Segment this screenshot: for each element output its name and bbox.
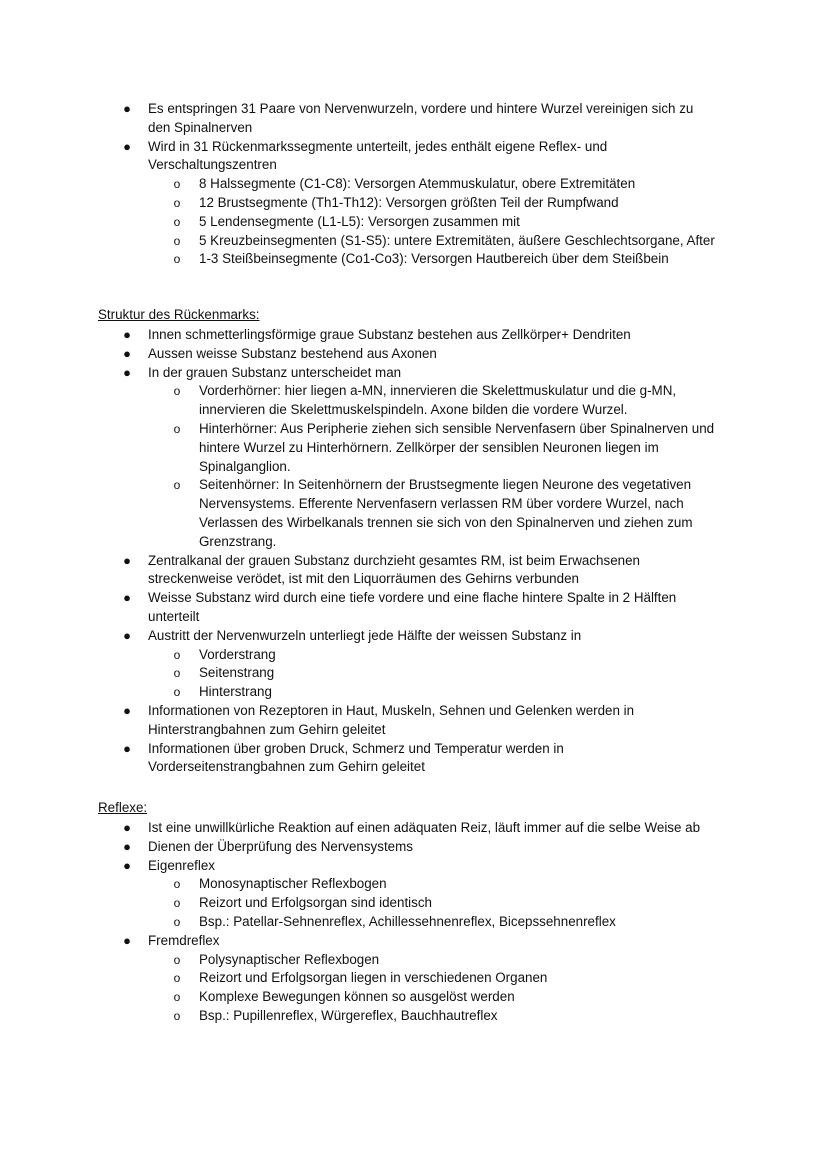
circle-bullet-icon: o [173,1008,181,1023]
sub-list [0,382,728,551]
circle-bullet-icon: o [173,685,181,700]
circle-bullet-icon: o [173,666,181,681]
sub-list-item-text: Reizort und Erfolgsorgan liegen in verschiedenen Organen [199,970,548,986]
list-item-text: Innen schmetterlingsförmige graue Substanz bestehen aus Zellkörper+ Dendriten [148,327,631,342]
list-item [0,326,728,345]
list-item-text: Informationen über groben Druck, Schmerz und Temperatur werden in Vorderseitenstrangbahnen zum Gehirn geleitet [148,740,564,775]
sub-list-item [0,250,724,269]
bullet-icon: ● [123,138,131,154]
sub-list-item-text: 8 Halssegmente (C1-C8): Versorgen Atemmuskulatur, obere Extremitäten [199,176,636,192]
sub-list-item-text: Hinterstrang [199,684,272,700]
list-item [0,589,713,627]
sub-list-item [0,988,724,1007]
sub-list-item [0,894,724,913]
bullet-icon: ● [123,702,131,718]
circle-bullet-icon: o [173,877,181,892]
sub-list-item-text: Hinterhörner: Aus Peripherie ziehen sich sensible Nervenfasern über Spinalnerven und hintere Wurzel zu Hinterhörnern. Zellkörper der sensiblen Neuronen liegen im Spinalganglion. [199,420,715,474]
sub-list-item [0,213,724,232]
bullet-icon: ● [123,820,131,835]
list-item [0,857,728,932]
circle-bullet-icon: o [173,971,181,986]
sub-list-item [0,194,724,213]
list-item [0,740,598,778]
circle-bullet-icon: o [173,478,181,493]
list-item-text: Fremdreflex [148,932,220,948]
circle-bullet-icon: o [173,177,181,192]
sub-list [0,646,728,702]
circle-bullet-icon: o [173,252,181,267]
list-item [0,627,728,702]
list-item-text: Zentralkanal der grauen Substanz durchzieht gesamtes RM, ist beim Erwachsenen streckenweise verödet, ist mit den Liquorräumen des Gehirns verbunden [148,552,640,587]
list-item-text: Es entspringen 31 Paare von Nervenwurzeln, vordere und hintere Wurzel vereinigen sich zu den Spinalnerven [148,101,694,135]
sub-list-item-text: 12 Brustsegmente (Th1-Th12): Versorgen größten Teil der Rumpfwand [199,194,619,210]
sub-list-item [0,664,724,683]
bullet-icon: ● [123,740,131,756]
list-item-text: Aussen weisse Substanz bestehend aus Axonen [148,345,437,361]
list-item-text: Ist eine unwillkürliche Reaktion auf einen adäquaten Reiz, läuft immer auf die selbe Weise ab [148,820,701,835]
circle-bullet-icon: o [173,896,181,911]
sub-list-item [0,382,717,420]
sub-list-item-text: Vorderstrang [199,646,276,662]
sub-list-item [0,1007,724,1026]
bullet-icon: ● [123,838,131,854]
section-heading: Reflexe: [98,800,148,815]
circle-bullet-icon: o [173,914,181,929]
sub-list [0,175,715,269]
bullet-icon: ● [123,552,131,568]
list-item-text: Weisse Substanz wird durch eine tiefe vordere und eine flache hintere Spalte in 2 Hälften unterteilt [148,590,677,624]
section-heading: Struktur des Rückenmarks: [98,307,260,322]
sub-list-item [0,175,724,194]
sub-list-item [0,232,724,251]
sub-list-item [0,951,724,970]
circle-bullet-icon: o [173,647,181,662]
sub-list-item [0,683,724,702]
sub-list-item-text: Komplexe Bewegungen können so ausgelöst werden [199,989,515,1005]
sub-list-item [0,646,724,665]
bullet-icon: ● [123,590,131,606]
sub-list-item-text: 5 Kreuzbeinsegmenten (S1-S5): untere Extremitäten, äußere Geschlechtsorgane, After [199,232,715,248]
struktur-list [0,326,728,777]
circle-bullet-icon: o [173,195,181,210]
circle-bullet-icon: o [173,952,181,967]
sub-list-item-text: Seitenhörner: In Seitenhörnern der Brustsegmente liegen Neurone des vegetativen Nervensystems. Efferente Nervenfasern verlassen RM über vordere Wurzel, nach Verlassen des Wirbelkanals trennen sie sich von den Spinalnerven und ziehen zum Grenzstrang. [199,477,693,549]
sub-list-item-text: Polysynaptischer Reflexbogen [199,951,380,967]
bullet-icon: ● [123,364,131,380]
sub-list-item-text: Reizort und Erfolgsorgan sind identisch [199,895,432,911]
sub-list-item [0,476,719,551]
sub-list-item-text: Bsp.: Pupillenreflex, Würgereflex, Bauchhautreflex [199,1007,498,1023]
list-item [0,819,788,838]
list-item [0,838,728,857]
list-item [0,345,728,364]
circle-bullet-icon: o [173,421,181,436]
sub-list-item [0,875,724,894]
list-item [0,552,663,590]
circle-bullet-icon: o [173,233,181,248]
list-item-text: Wird in 31 Rückenmarkssegmente unterteilt, jedes enthält eigene Reflex- und Verschaltungszentren [148,138,608,173]
circle-bullet-icon: o [173,384,181,399]
list-item [0,702,668,740]
circle-bullet-icon: o [173,214,181,229]
sub-list [0,875,728,931]
sub-list-item-text: 1-3 Steißbeinsegmente (Co1-Co3): Versorgen Hautbereich über dem Steißbein [199,251,669,267]
list-item [0,100,718,138]
sub-list-item [0,420,717,476]
bullet-icon: ● [123,627,131,643]
intro-list [0,100,828,269]
list-item-text: Dienen der Überprüfung des Nervensystems [148,838,413,854]
sub-list-item-text: 5 Lendensegmente (L1-L5): Versorgen zusammen mit [199,213,520,229]
sub-list-item-text: Vorderhörner: hier liegen a-MN, innervieren die Skelettmuskulatur und die g-MN, innervieren die Skelettmuskelspindeln. Axone bilden die vordere Wurzel. [199,383,677,418]
sub-list-item-text: Seitenstrang [199,665,275,681]
bullet-icon: ● [123,327,131,342]
bullet-icon: ● [123,932,131,948]
circle-bullet-icon: o [173,990,181,1005]
intro-section [0,100,828,269]
list-item-text: Informationen von Rezeptoren in Haut, Muskeln, Sehnen und Gelenken werden in Hinterstrangbahnen zum Gehirn geleitet [148,702,635,737]
list-item-text: In der grauen Substanz unterscheidet man [148,364,402,380]
list-item [0,138,715,270]
list-item-text: Eigenreflex [148,857,215,873]
list-item [0,932,728,1026]
sub-list-item [0,913,724,932]
sub-list-item-text: Monosynaptischer Reflexbogen [199,876,387,892]
sub-list-item-text: Bsp.: Patellar-Sehnenreflex, Achillessehnenreflex, Bicepssehnenreflex [199,913,616,929]
list-item [0,364,728,552]
bullet-icon: ● [123,345,131,361]
reflexe-list [0,819,788,1026]
bullet-icon: ● [123,101,131,116]
bullet-icon: ● [123,857,131,873]
list-item-text: Austritt der Nervenwurzeln unterliegt jede Hälfte der weissen Substanz in [148,627,582,643]
sub-list-item [0,969,724,988]
sub-list [0,951,728,1026]
